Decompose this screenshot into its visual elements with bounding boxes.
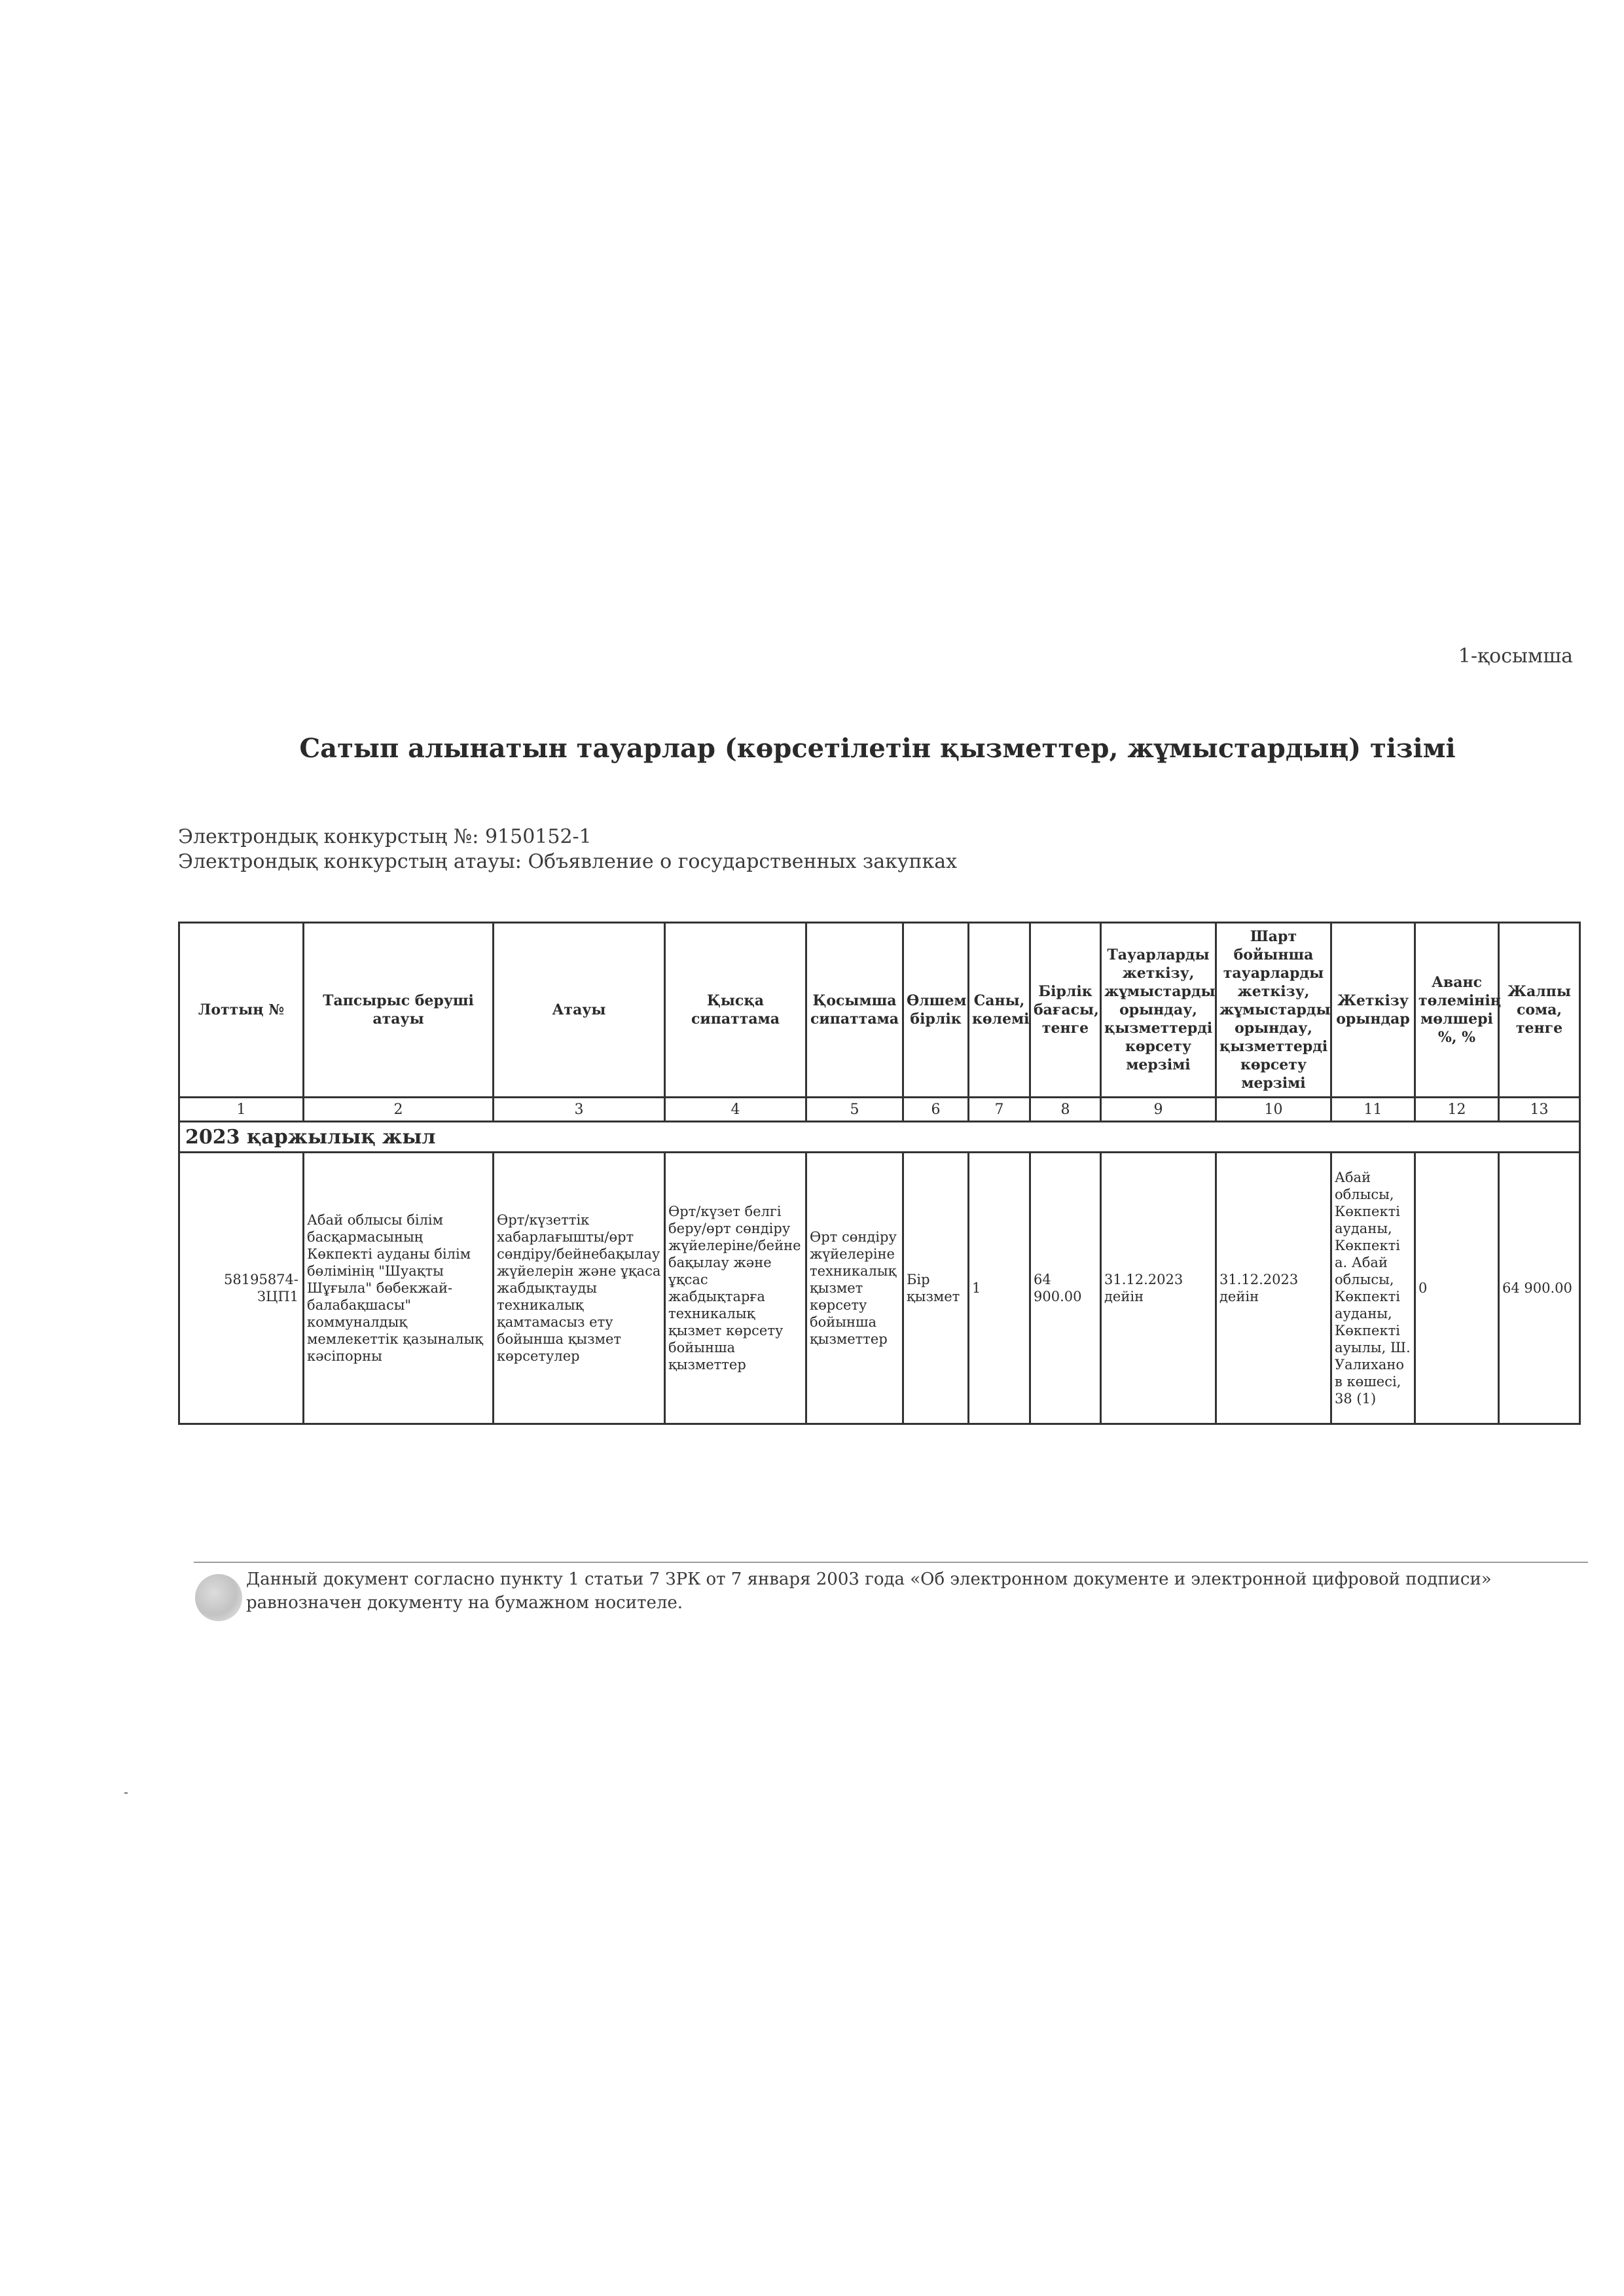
col-header-total: Жалпы сома, тенге bbox=[1499, 923, 1580, 1098]
col-header-delivery-place: Жеткізу орындар bbox=[1331, 923, 1415, 1098]
column-number: 5 bbox=[806, 1098, 903, 1122]
cell-unit: Бір қызмет bbox=[903, 1153, 969, 1424]
col-header-extra-desc: Қосымша сипаттама bbox=[806, 923, 903, 1098]
cell-qty: 1 bbox=[969, 1153, 1030, 1424]
column-number: 12 bbox=[1415, 1098, 1499, 1122]
col-header-delivery-term: Тауарларды жеткізу, жұмыстарды орындау, қызметтерді көрсету мерзімі bbox=[1101, 923, 1216, 1098]
header-row bbox=[179, 923, 1580, 1098]
column-number: 7 bbox=[969, 1098, 1030, 1122]
column-number: 13 bbox=[1499, 1098, 1580, 1122]
footer-divider bbox=[194, 1562, 1588, 1563]
column-number: 1 bbox=[179, 1098, 304, 1122]
document-title: Сатып алынатын тауарлар (көрсетілетін қызметтер, жұмыстардың) тізімі bbox=[299, 733, 1456, 764]
cell-extra-desc: Өрт сөндіру жүйелеріне техникалық қызмет көрсету бойынша қызметтер bbox=[806, 1153, 903, 1424]
cell-lot-number: 58195874-ЗЦП1 bbox=[179, 1153, 304, 1424]
col-header-contract-term: Шарт бойынша тауарларды жеткізу, жұмыстарды орындау, қызметтерді көрсету мерзімі bbox=[1216, 923, 1331, 1098]
column-number: 4 bbox=[665, 1098, 806, 1122]
col-header-unit: Өлшем бірлік bbox=[903, 923, 969, 1098]
contest-meta bbox=[178, 825, 957, 874]
column-number-row bbox=[179, 1098, 1580, 1122]
cell-customer: Абай облысы білім басқармасының Көкпекті ауданы білім бөлімінің "Шуақты Шұғыла" бөбекжай-балабақшасы" коммуналдық мемлекеттік қазыналық кәсіпорны bbox=[304, 1153, 494, 1424]
stamp-icon bbox=[195, 1574, 242, 1621]
cell-name: Өрт/күзеттік хабарлағышты/өрт сөндіру/бейнебақылау жүйелерін және ұқаса жабдықтауды техникалық қамтамасыз ету бойынша қызмет көрсетулер bbox=[494, 1153, 665, 1424]
contest-number-line bbox=[178, 825, 957, 850]
procurement-table-wrapper bbox=[178, 922, 1579, 1425]
column-number: 3 bbox=[494, 1098, 665, 1122]
col-header-lot: Лоттың № bbox=[179, 923, 304, 1098]
column-number: 6 bbox=[903, 1098, 969, 1122]
contest-name-line bbox=[178, 850, 957, 874]
procurement-table bbox=[178, 922, 1581, 1425]
contest-number-label: Электрондық конкурстың №: bbox=[178, 825, 479, 848]
cell-delivery-term: 31.12.2023 дейін bbox=[1101, 1153, 1216, 1424]
col-header-unit-price: Бірлік бағасы, тенге bbox=[1030, 923, 1101, 1098]
table-row bbox=[179, 1153, 1580, 1424]
col-header-name: Атауы bbox=[494, 923, 665, 1098]
col-header-advance: Аванс төлемінің мөлшері %, % bbox=[1415, 923, 1499, 1098]
cell-delivery-place: Абай облысы, Көкпекті ауданы, Көкпекті а. Абай облысы, Көкпекті ауданы, Көкпекті ауылы, Ш. Уалиханов көшесі, 38 (1) bbox=[1331, 1153, 1415, 1424]
col-header-customer: Тапсырыс беруші атауы bbox=[304, 923, 494, 1098]
col-header-short-desc: Қысқа сипаттама bbox=[665, 923, 806, 1098]
appendix-label: 1-қосымша bbox=[1458, 645, 1573, 668]
cell-advance: 0 bbox=[1415, 1153, 1499, 1424]
column-number: 10 bbox=[1216, 1098, 1331, 1122]
year-label: 2023 қаржылық жыл bbox=[179, 1122, 1580, 1153]
column-number: 8 bbox=[1030, 1098, 1101, 1122]
contest-name: Объявление о государственных закупках bbox=[528, 850, 958, 873]
footer-note: Данный документ согласно пункту 1 статьи 7 ЗРК от 7 января 2003 года «Об электронном документе и электронной цифровой подписи» равнозначен документу на бумажном носителе. bbox=[246, 1570, 1492, 1613]
cell-contract-term: 31.12.2023 дейін bbox=[1216, 1153, 1331, 1424]
contest-name-label: Электрондық конкурстың атауы: bbox=[178, 850, 522, 873]
scan-speck bbox=[124, 1792, 128, 1794]
col-header-qty: Саны, көлемі bbox=[969, 923, 1030, 1098]
year-row bbox=[179, 1122, 1580, 1153]
column-number: 11 bbox=[1331, 1098, 1415, 1122]
cell-unit-price: 64 900.00 bbox=[1030, 1153, 1101, 1424]
cell-total: 64 900.00 bbox=[1499, 1153, 1580, 1424]
cell-short-desc: Өрт/күзет белгі беру/өрт сөндіру жүйелеріне/бейне бақылау және ұқсас жабдықтарға техникалық қызмет көрсету бойынша қызметтер bbox=[665, 1153, 806, 1424]
column-number: 9 bbox=[1101, 1098, 1216, 1122]
contest-number: 9150152-1 bbox=[484, 825, 592, 848]
column-number: 2 bbox=[304, 1098, 494, 1122]
